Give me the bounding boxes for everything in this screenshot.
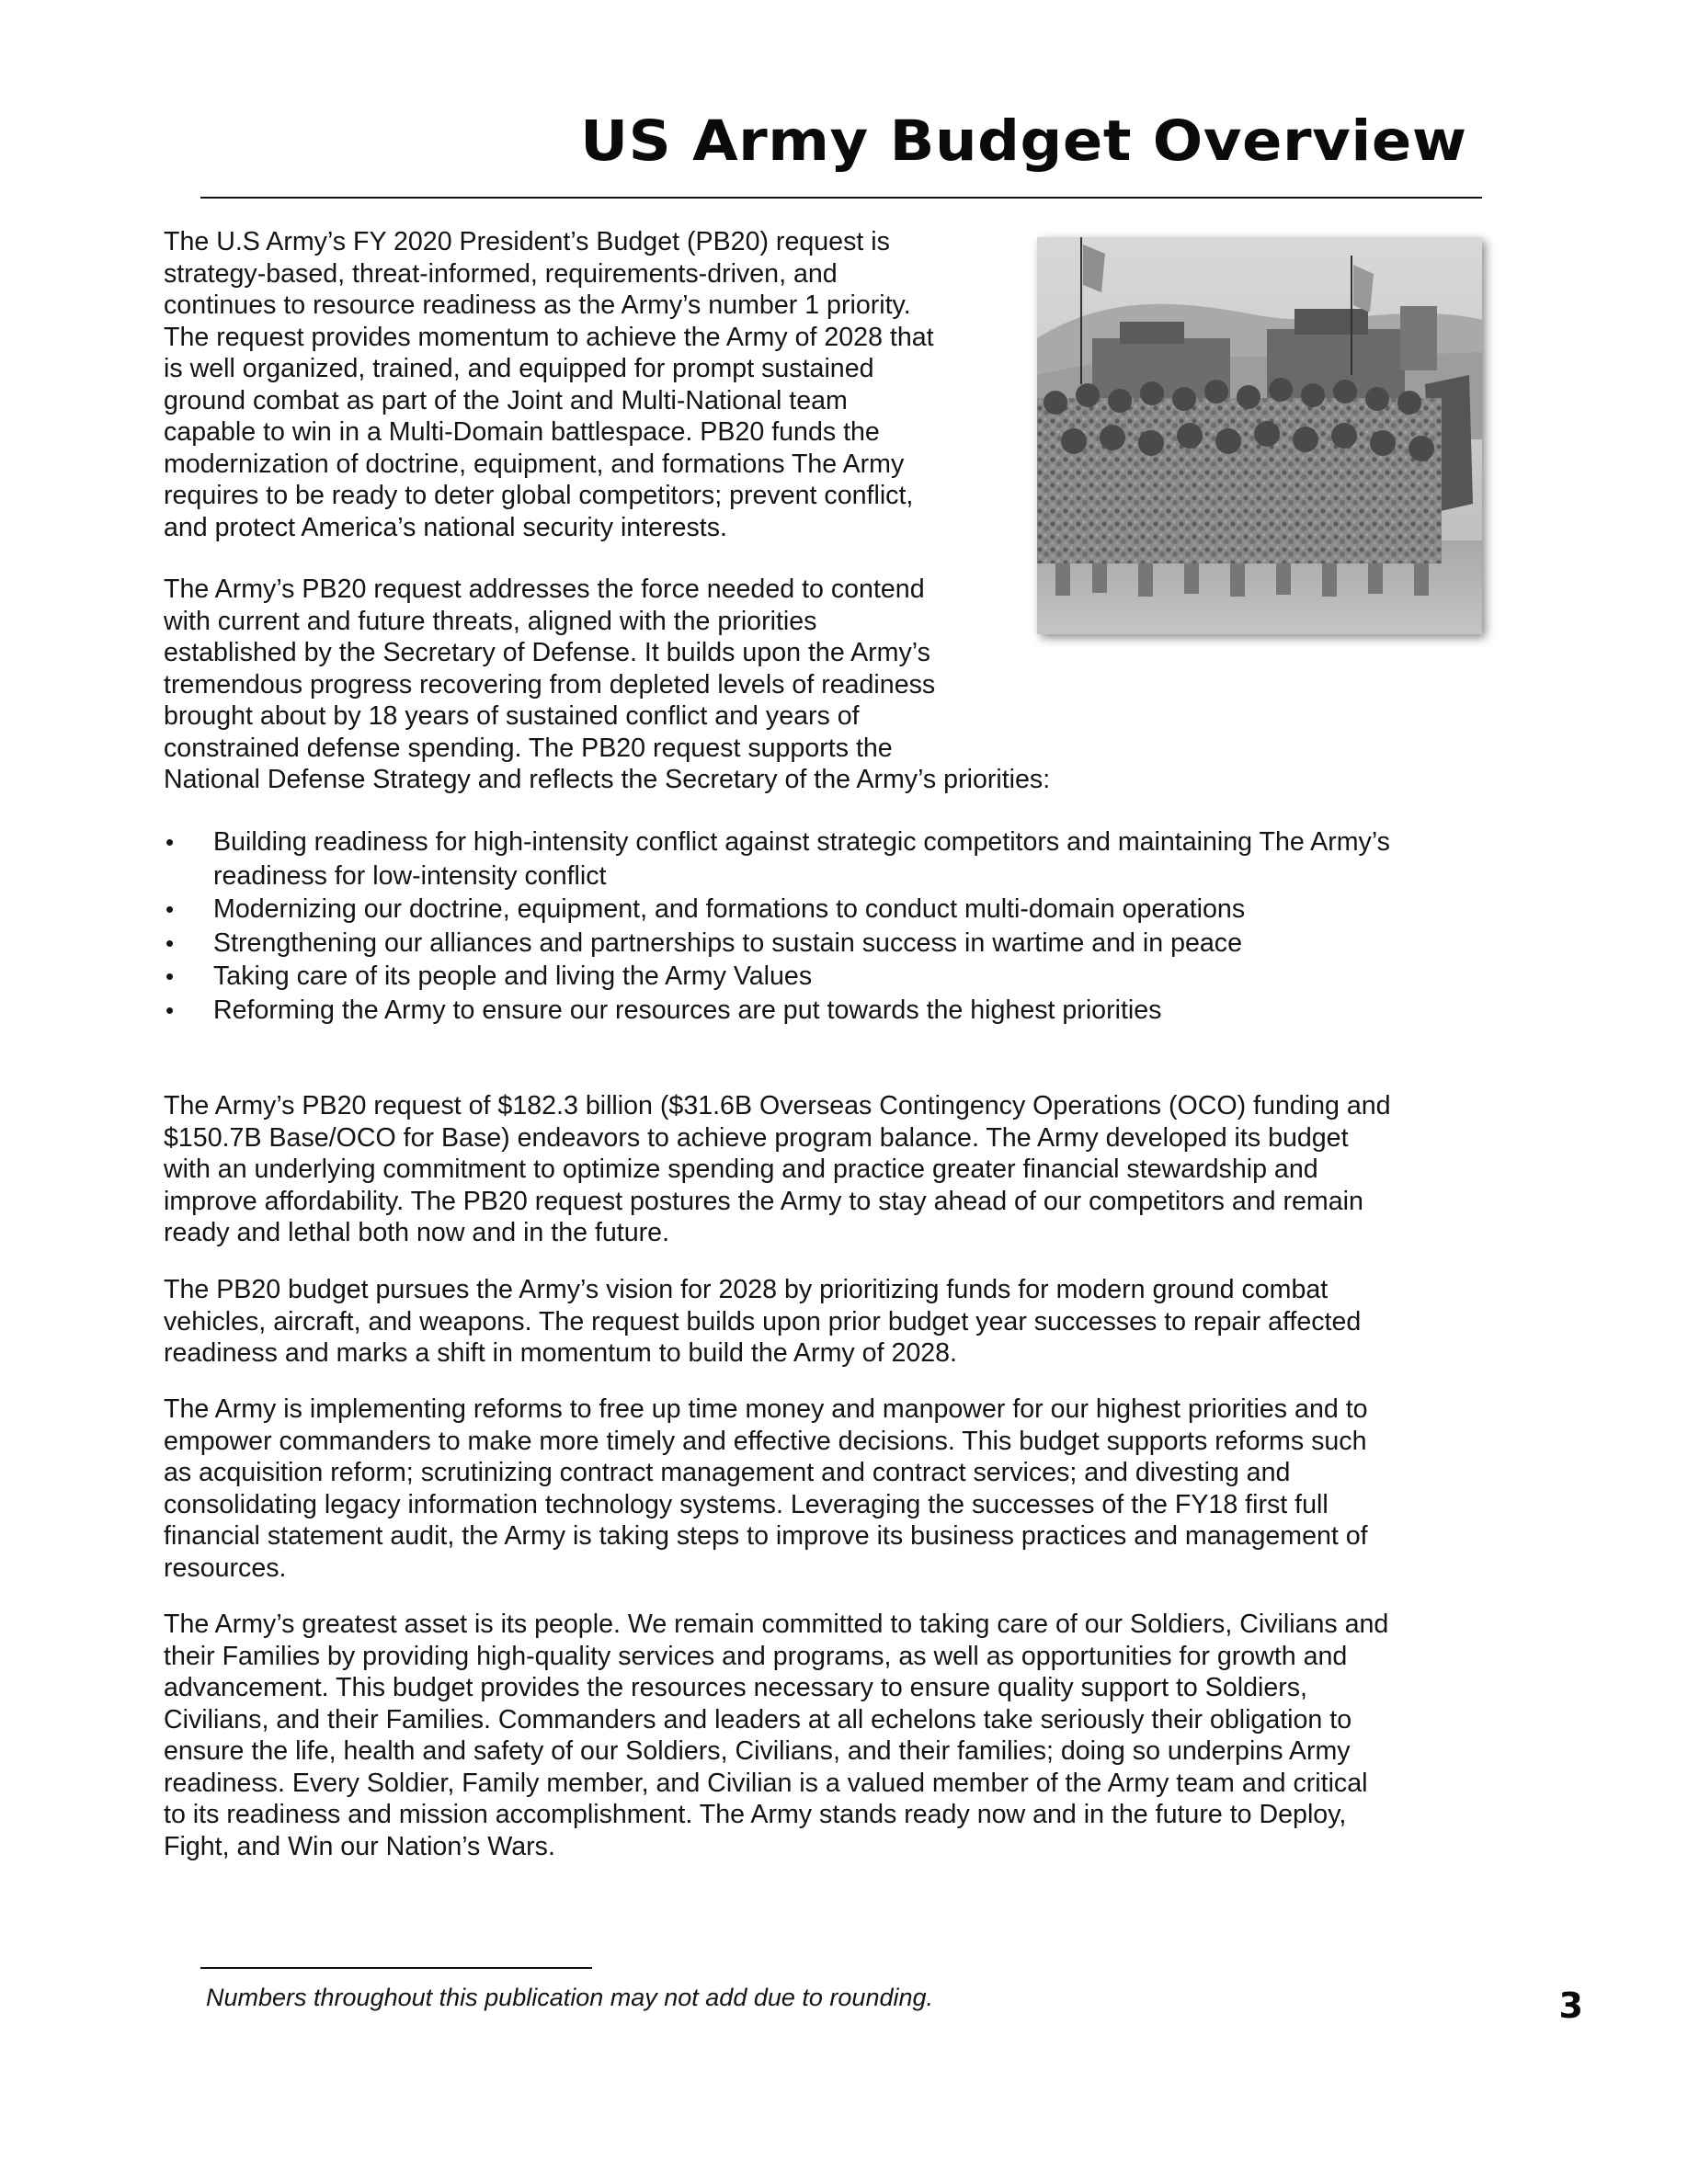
list-item: • Reforming the Army to ensure our resources are put towards the highest priorities bbox=[164, 994, 1524, 1028]
intro-paragraph-2: The Army’s PB20 request addresses the force needed to contend with current and future threats, aligned with the priorities established by the Secretary of Defense. It builds upon the Army’s tremendous progress recovering from depleted levels of readiness brought about by 18 years of sustained conflict and years of constrained defense spending. The PB20 request supports the National Defense Strategy and reflects the Secretary of the Army’s priorities: bbox=[164, 574, 1051, 794]
priorities-list bbox=[164, 825, 1524, 1027]
bullet-icon: • bbox=[165, 895, 175, 923]
footnote-divider bbox=[200, 1967, 592, 1969]
list-item: • Modernizing our doctrine, equipment, and formations to conduct multi-domain operations bbox=[164, 893, 1524, 927]
title-divider bbox=[200, 197, 1482, 199]
people-paragraph: The Army’s greatest asset is its people. We remain committed to taking care of our Soldiers, Civilians and their Families by providing high-quality services and programs, as well as opportunities for growth and advancement. This budget provides the resources necessary to ensure quality support to Soldiers, Civilians, and their Families. Commanders and leaders at all echelons take seriously their obligation to ensure the life, health and safety of our Soldiers, Civilians, and their families; doing so underpins Army readiness. Every Soldier, Family member, and Civilian is a valued member of the Army team and critical to its readiness and mission accomplishment. The Army stands ready now and in the future to Deploy, Fight, and Win our Nation’s Wars. bbox=[164, 1610, 1389, 1861]
list-item: • Building readiness for high-intensity conflict against strategic competitors and maintaining The Army’s readiness for low-intensity conflict bbox=[165, 827, 1390, 891]
budget-paragraph: The Army’s PB20 request of $182.3 billion ($31.6B Overseas Contingency Operations (OCO) funding and $150.7B Base/OCO for Base) endeavors to achieve program balance. The Army developed its budget with an underlying commitment to optimize spending and practice greater financial stewardship and improve affordability. The PB20 request postures the Army to stay ahead of our competitors and remain ready and lethal both now and in the future. bbox=[164, 1091, 1391, 1247]
intro-paragraph-1: The U.S Army’s FY 2020 President’s Budget (PB20) request is strategy-based, threat-informed, requirements-driven, and continues to resource readiness as the Army’s number 1 priority. The request provides momentum to achieve the Army of 2028 that is well organized, trained, and equipped for prompt sustained ground combat as part of the Joint and Multi-National team capable to win in a Multi-Domain battlespace. PB20 funds the modernization of doctrine, equipment, and formations The Army requires to be ready to deter global competitors; prevent conflict, and protect America’s national security interests. bbox=[164, 227, 934, 542]
page-number: 3 bbox=[1558, 1985, 1583, 2026]
footnote: Numbers throughout this publication may not add due to rounding. bbox=[206, 1984, 934, 2011]
reforms-paragraph: The Army is implementing reforms to free up time money and manpower for our highest priorities and to empower commanders to make more timely and effective decisions. This budget supports reforms such as acquisition reform; scrutinizing contract management and contract services; and divesting and consolidating legacy information technology systems. Leveraging the successes of the FY18 first full financial statement audit, the Army is taking steps to improve its business practices and management of resources. bbox=[164, 1394, 1368, 1583]
bullet-icon: • bbox=[165, 828, 175, 856]
list-item: • Strengthening our alliances and partnerships to sustain success in wartime and in peace bbox=[164, 927, 1524, 961]
bullet-icon: • bbox=[165, 962, 175, 990]
bullet-icon: • bbox=[165, 928, 175, 957]
bullet-icon: • bbox=[165, 995, 175, 1024]
page-title: US Army Budget Overview bbox=[580, 108, 1467, 174]
list-item: • Taking care of its people and living the Army Values bbox=[164, 960, 1524, 994]
vision-paragraph: The PB20 budget pursues the Army’s vision for 2028 by prioritizing funds for modern ground combat vehicles, aircraft, and weapons. The request builds upon prior budget year successes to repair affected readiness and marks a shift in momentum to build the Army of 2028. bbox=[164, 1275, 1362, 1368]
